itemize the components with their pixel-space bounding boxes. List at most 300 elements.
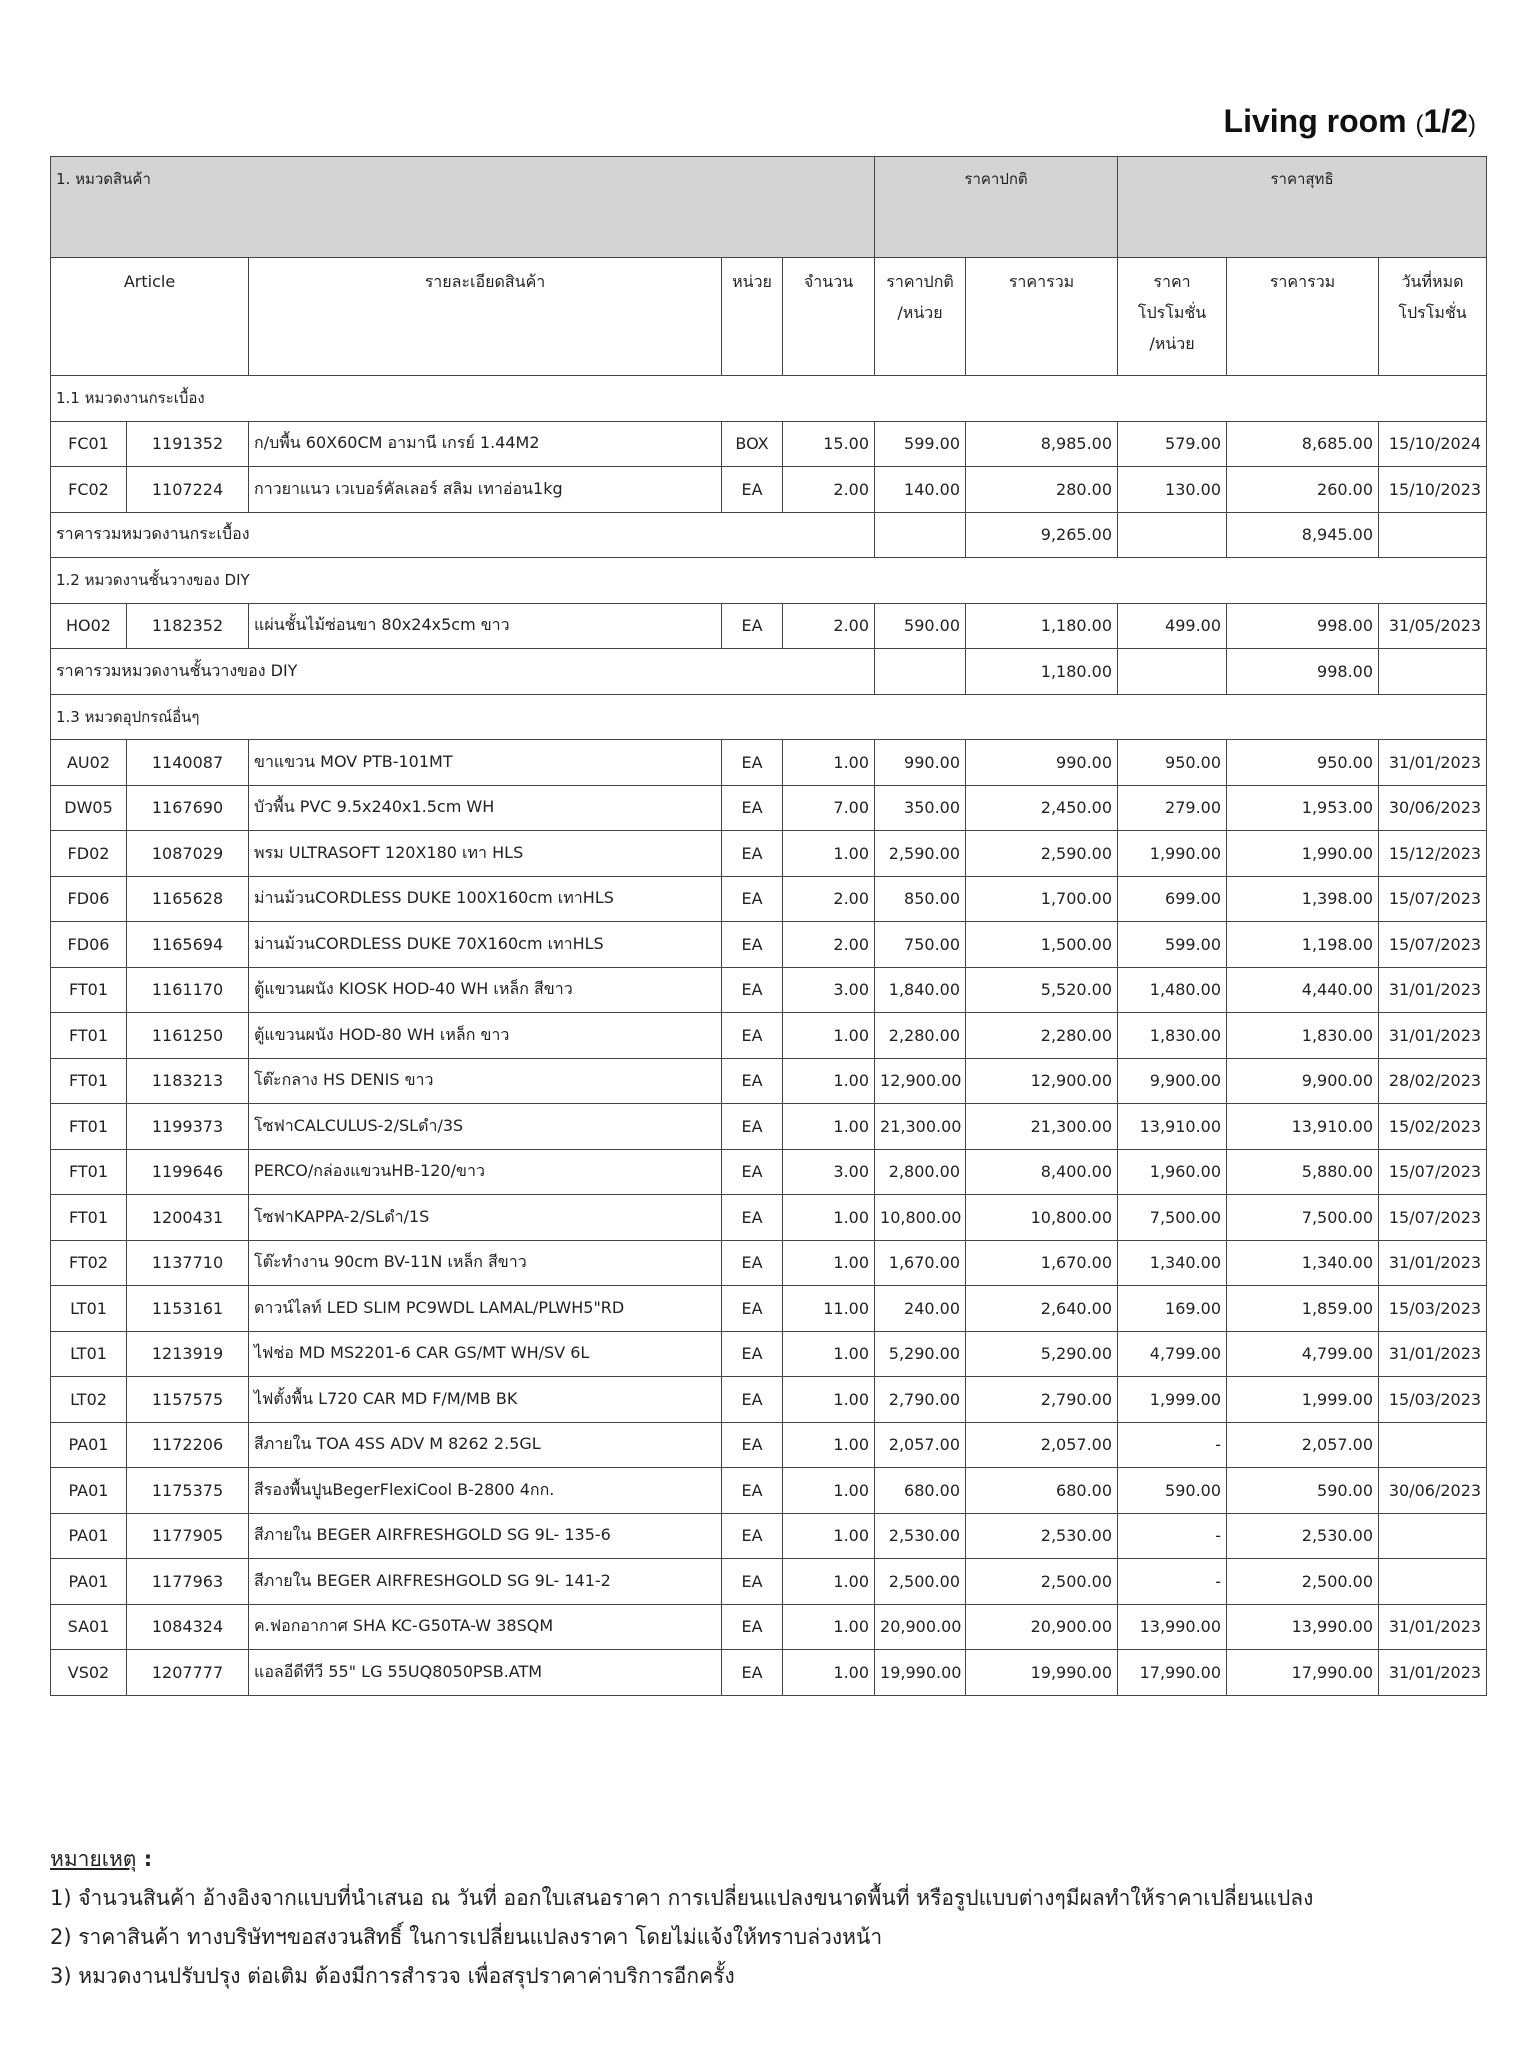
promo-total-cell: 260.00	[1227, 467, 1379, 513]
table-row	[51, 1513, 1487, 1559]
article-number-cell: 1087029	[127, 831, 249, 877]
col-unit-price: ราคาปกติ /หน่วย	[875, 258, 966, 376]
promo-end-cell	[1379, 1422, 1487, 1468]
total-cell: 2,790.00	[966, 1377, 1118, 1423]
col-total: ราคารวม	[966, 258, 1118, 376]
article-code-cell: AU02	[51, 740, 127, 786]
promo-price-cell: 590.00	[1118, 1468, 1227, 1514]
promo-price-cell: 1,960.00	[1118, 1149, 1227, 1195]
page-number: 1/2	[1423, 103, 1468, 139]
article-code-cell: VS02	[51, 1650, 127, 1696]
subtotal-net: 8,945.00	[1227, 512, 1379, 558]
promo-price-cell: 7,500.00	[1118, 1195, 1227, 1241]
table-row	[51, 1604, 1487, 1650]
unit-price-cell: 2,800.00	[875, 1149, 966, 1195]
promo-price-cell: 169.00	[1118, 1286, 1227, 1332]
unit-price-cell: 990.00	[875, 740, 966, 786]
article-code-cell: PA01	[51, 1513, 127, 1559]
description-cell: ขาแขวน MOV PTB-101MT	[249, 740, 722, 786]
article-code-cell: FC02	[51, 467, 127, 513]
promo-end-cell: 15/03/2023	[1379, 1286, 1487, 1332]
section-title: 1.1 หมวดงานกระเบื้อง	[51, 376, 1487, 422]
promo-total-cell: 1,340.00	[1227, 1240, 1379, 1286]
promo-price-cell: 699.00	[1118, 876, 1227, 922]
qty-cell: 1.00	[783, 1013, 875, 1059]
table-row	[51, 876, 1487, 922]
promo-total-cell: 4,440.00	[1227, 967, 1379, 1013]
description-cell: ไฟช่อ MD MS2201-6 CAR GS/MT WH/SV 6L	[249, 1331, 722, 1377]
unit-cell: EA	[722, 831, 783, 877]
description-cell: ไฟตั้งพื้น L720 CAR MD F/M/MB BK	[249, 1377, 722, 1423]
unit-price-cell: 21,300.00	[875, 1104, 966, 1150]
unit-cell: EA	[722, 603, 783, 649]
promo-end-cell: 15/07/2023	[1379, 922, 1487, 968]
total-cell: 2,280.00	[966, 1013, 1118, 1059]
description-cell: โซฟาCALCULUS-2/SLดำ/3S	[249, 1104, 722, 1150]
qty-cell: 1.00	[783, 1650, 875, 1696]
description-cell: โต๊ะกลาง HS DENIS ขาว	[249, 1058, 722, 1104]
promo-price-cell: -	[1118, 1422, 1227, 1468]
total-cell: 1,670.00	[966, 1240, 1118, 1286]
unit-cell: EA	[722, 1058, 783, 1104]
promo-total-cell: 998.00	[1227, 603, 1379, 649]
col-promo-total: ราคารวม	[1227, 258, 1379, 376]
qty-cell: 3.00	[783, 967, 875, 1013]
unit-price-cell: 2,500.00	[875, 1559, 966, 1605]
total-cell: 990.00	[966, 740, 1118, 786]
unit-price-cell: 240.00	[875, 1286, 966, 1332]
quotation-table	[50, 156, 1487, 1696]
note-line: 1) จำนวนสินค้า อ้างอิงจากแบบที่นำเสนอ ณ วันที่ ออกใบเสนอราคา การเปลี่ยนแปลงขนาดพื้นที่ หรือรูปแบบต่างๆมีผลทำให้ราคาเปลี่ยนแปลง	[50, 1886, 1314, 1910]
unit-cell: EA	[722, 1195, 783, 1241]
article-number-cell: 1137710	[127, 1240, 249, 1286]
unit-cell: EA	[722, 876, 783, 922]
subtotal-spacer	[875, 649, 966, 695]
description-cell: ก/บพื้น 60X60CM อามานี เกรย์ 1.44M2	[249, 421, 722, 467]
promo-price-cell: 579.00	[1118, 421, 1227, 467]
article-number-cell: 1177963	[127, 1559, 249, 1605]
col-promo-price: ราคา โปรโมชั่น /หน่วย	[1118, 258, 1227, 376]
article-number-cell: 1199646	[127, 1149, 249, 1195]
promo-end-cell: 31/01/2023	[1379, 1240, 1487, 1286]
article-code-cell: FC01	[51, 421, 127, 467]
article-number-cell: 1157575	[127, 1377, 249, 1423]
table-row	[51, 1650, 1487, 1696]
article-number-cell: 1200431	[127, 1195, 249, 1241]
promo-end-cell: 31/05/2023	[1379, 603, 1487, 649]
unit-cell: EA	[722, 967, 783, 1013]
promo-total-cell: 2,057.00	[1227, 1422, 1379, 1468]
article-number-cell: 1199373	[127, 1104, 249, 1150]
promo-price-cell: 499.00	[1118, 603, 1227, 649]
qty-cell: 1.00	[783, 831, 875, 877]
subtotal-spacer	[1118, 649, 1227, 695]
total-cell: 2,640.00	[966, 1286, 1118, 1332]
promo-total-cell: 9,900.00	[1227, 1058, 1379, 1104]
table-row	[51, 1013, 1487, 1059]
unit-price-cell: 10,800.00	[875, 1195, 966, 1241]
net-price-group-header: ราคาสุทธิ	[1118, 157, 1487, 258]
table-row	[51, 967, 1487, 1013]
promo-price-cell: 13,910.00	[1118, 1104, 1227, 1150]
article-number-cell: 1107224	[127, 467, 249, 513]
table-row	[51, 831, 1487, 877]
promo-price-cell: 599.00	[1118, 922, 1227, 968]
description-cell: ตู้แขวนผนัง KIOSK HOD-40 WH เหล็ก สีขาว	[249, 967, 722, 1013]
promo-end-cell: 15/07/2023	[1379, 876, 1487, 922]
article-code-cell: FT01	[51, 1013, 127, 1059]
unit-cell: EA	[722, 1104, 783, 1150]
promo-total-cell: 17,990.00	[1227, 1650, 1379, 1696]
qty-cell: 3.00	[783, 1149, 875, 1195]
promo-end-cell: 31/01/2023	[1379, 740, 1487, 786]
section-title: 1.3 หมวดอุปกรณ์อื่นๆ	[51, 694, 1487, 740]
promo-total-cell: 13,910.00	[1227, 1104, 1379, 1150]
total-cell: 2,500.00	[966, 1559, 1118, 1605]
subtotal-spacer	[1379, 512, 1487, 558]
qty-cell: 1.00	[783, 1604, 875, 1650]
subtotal-row	[51, 512, 1487, 558]
description-cell: โซฟาKAPPA-2/SLดำ/1S	[249, 1195, 722, 1241]
article-number-cell: 1191352	[127, 421, 249, 467]
unit-price-cell: 1,840.00	[875, 967, 966, 1013]
unit-cell: EA	[722, 467, 783, 513]
qty-cell: 11.00	[783, 1286, 875, 1332]
unit-price-cell: 750.00	[875, 922, 966, 968]
promo-end-cell: 31/01/2023	[1379, 967, 1487, 1013]
promo-price-cell: 4,799.00	[1118, 1331, 1227, 1377]
category-label: 1. หมวดสินค้า	[51, 157, 875, 258]
promo-price-cell: 130.00	[1118, 467, 1227, 513]
qty-cell: 1.00	[783, 1559, 875, 1605]
total-cell: 19,990.00	[966, 1650, 1118, 1696]
table-row	[51, 467, 1487, 513]
promo-price-cell: 1,999.00	[1118, 1377, 1227, 1423]
promo-end-cell: 15/10/2024	[1379, 421, 1487, 467]
promo-end-cell	[1379, 1513, 1487, 1559]
article-number-cell: 1165628	[127, 876, 249, 922]
promo-price-cell: 1,990.00	[1118, 831, 1227, 877]
subtotal-spacer	[1118, 512, 1227, 558]
promo-end-cell: 31/01/2023	[1379, 1604, 1487, 1650]
table-row	[51, 1286, 1487, 1332]
description-cell: PERCO/กล่องแขวนHB-120/ขาว	[249, 1149, 722, 1195]
description-cell: สีภายใน TOA 4SS ADV M 8262 2.5GL	[249, 1422, 722, 1468]
promo-price-cell: 950.00	[1118, 740, 1227, 786]
promo-total-cell: 590.00	[1227, 1468, 1379, 1514]
table-row	[51, 1468, 1487, 1514]
total-cell: 2,057.00	[966, 1422, 1118, 1468]
page-title: Living room (1/2)	[1223, 103, 1476, 139]
description-cell: โต๊ะทำงาน 90cm BV-11N เหล็ก สีขาว	[249, 1240, 722, 1286]
description-cell: พรม ULTRASOFT 120X180 เทา HLS	[249, 831, 722, 877]
promo-end-cell	[1379, 1559, 1487, 1605]
promo-total-cell: 8,685.00	[1227, 421, 1379, 467]
total-cell: 10,800.00	[966, 1195, 1118, 1241]
total-cell: 2,450.00	[966, 785, 1118, 831]
promo-total-cell: 1,953.00	[1227, 785, 1379, 831]
article-code-cell: FT02	[51, 1240, 127, 1286]
promo-total-cell: 13,990.00	[1227, 1604, 1379, 1650]
article-number-cell: 1084324	[127, 1604, 249, 1650]
article-code-cell: FT01	[51, 1149, 127, 1195]
article-code-cell: FT01	[51, 1195, 127, 1241]
unit-cell: EA	[722, 1422, 783, 1468]
article-number-cell: 1165694	[127, 922, 249, 968]
unit-cell: EA	[722, 1468, 783, 1514]
subtotal-label: ราคารวมหมวดงานชั้นวางของ DIY	[51, 649, 875, 695]
qty-cell: 15.00	[783, 421, 875, 467]
promo-price-cell: 1,480.00	[1118, 967, 1227, 1013]
unit-price-cell: 5,290.00	[875, 1331, 966, 1377]
total-cell: 20,900.00	[966, 1604, 1118, 1650]
subtotal-row	[51, 649, 1487, 695]
promo-total-cell: 1,198.00	[1227, 922, 1379, 968]
total-cell: 680.00	[966, 1468, 1118, 1514]
table-row	[51, 1377, 1487, 1423]
qty-cell: 1.00	[783, 1377, 875, 1423]
promo-total-cell: 1,398.00	[1227, 876, 1379, 922]
qty-cell: 2.00	[783, 467, 875, 513]
promo-end-cell: 31/01/2023	[1379, 1013, 1487, 1059]
total-cell: 12,900.00	[966, 1058, 1118, 1104]
promo-end-cell: 30/06/2023	[1379, 785, 1487, 831]
promo-end-cell: 15/07/2023	[1379, 1149, 1487, 1195]
qty-cell: 1.00	[783, 1240, 875, 1286]
description-cell: แผ่นชั้นไม้ซ่อนขา 80x24x5cm ขาว	[249, 603, 722, 649]
article-code-cell: PA01	[51, 1468, 127, 1514]
unit-cell: EA	[722, 1331, 783, 1377]
promo-price-cell: 9,900.00	[1118, 1058, 1227, 1104]
total-cell: 2,530.00	[966, 1513, 1118, 1559]
qty-cell: 1.00	[783, 740, 875, 786]
promo-end-cell: 15/10/2023	[1379, 467, 1487, 513]
promo-total-cell: 1,830.00	[1227, 1013, 1379, 1059]
table-row	[51, 603, 1487, 649]
table-row	[51, 1331, 1487, 1377]
qty-cell: 1.00	[783, 1195, 875, 1241]
unit-price-cell: 140.00	[875, 467, 966, 513]
unit-cell: EA	[722, 1286, 783, 1332]
total-cell: 1,180.00	[966, 603, 1118, 649]
col-unit: หน่วย	[722, 258, 783, 376]
subtotal-net: 998.00	[1227, 649, 1379, 695]
table-row	[51, 1104, 1487, 1150]
promo-total-cell: 5,880.00	[1227, 1149, 1379, 1195]
unit-cell: EA	[722, 1149, 783, 1195]
promo-end-cell: 30/06/2023	[1379, 1468, 1487, 1514]
article-code-cell: DW05	[51, 785, 127, 831]
promo-end-cell: 15/12/2023	[1379, 831, 1487, 877]
total-cell: 8,985.00	[966, 421, 1118, 467]
article-code-cell: FD02	[51, 831, 127, 877]
promo-total-cell: 2,500.00	[1227, 1559, 1379, 1605]
article-number-cell: 1177905	[127, 1513, 249, 1559]
article-code-cell: PA01	[51, 1422, 127, 1468]
col-description: รายละเอียดสินค้า	[249, 258, 722, 376]
article-number-cell: 1175375	[127, 1468, 249, 1514]
subtotal-label: ราคารวมหมวดงานกระเบื้อง	[51, 512, 875, 558]
article-number-cell: 1213919	[127, 1331, 249, 1377]
qty-cell: 1.00	[783, 1058, 875, 1104]
section-title-row	[51, 694, 1487, 740]
promo-price-cell: -	[1118, 1559, 1227, 1605]
unit-price-cell: 20,900.00	[875, 1604, 966, 1650]
article-code-cell: PA01	[51, 1559, 127, 1605]
promo-price-cell: 1,830.00	[1118, 1013, 1227, 1059]
total-cell: 21,300.00	[966, 1104, 1118, 1150]
article-number-cell: 1167690	[127, 785, 249, 831]
total-cell: 8,400.00	[966, 1149, 1118, 1195]
table-row	[51, 922, 1487, 968]
unit-cell: EA	[722, 1513, 783, 1559]
description-cell: บัวพื้น PVC 9.5x240x1.5cm WH	[249, 785, 722, 831]
table-row	[51, 1058, 1487, 1104]
article-number-cell: 1161170	[127, 967, 249, 1013]
unit-cell: EA	[722, 785, 783, 831]
article-number-cell: 1153161	[127, 1286, 249, 1332]
article-code-cell: FD06	[51, 876, 127, 922]
article-code-cell: FT01	[51, 1104, 127, 1150]
subtotal-normal: 1,180.00	[966, 649, 1118, 695]
promo-price-cell: 279.00	[1118, 785, 1227, 831]
unit-price-cell: 2,280.00	[875, 1013, 966, 1059]
qty-cell: 1.00	[783, 1104, 875, 1150]
qty-cell: 2.00	[783, 876, 875, 922]
normal-price-group-header: ราคาปกติ	[875, 157, 1118, 258]
promo-end-cell: 15/02/2023	[1379, 1104, 1487, 1150]
notes-section	[50, 1840, 1490, 1996]
note-line: 2) ราคาสินค้า ทางบริษัทฯขอสงวนสิทธิ์ ในการเปลี่ยนแปลงราคา โดยไม่แจ้งให้ทราบล่วงหน้า	[50, 1925, 883, 1949]
unit-price-cell: 850.00	[875, 876, 966, 922]
promo-total-cell: 950.00	[1227, 740, 1379, 786]
description-cell: ดาวน์ไลท์ LED SLIM PC9WDL LAMAL/PLWH5"RD	[249, 1286, 722, 1332]
promo-total-cell: 4,799.00	[1227, 1331, 1379, 1377]
unit-cell: BOX	[722, 421, 783, 467]
table-row	[51, 785, 1487, 831]
description-cell: สีภายใน BEGER AIRFRESHGOLD SG 9L- 141-2	[249, 1559, 722, 1605]
description-cell: ม่านม้วนCORDLESS DUKE 100X160cm เทาHLS	[249, 876, 722, 922]
qty-cell: 1.00	[783, 1422, 875, 1468]
total-cell: 1,700.00	[966, 876, 1118, 922]
total-cell: 5,290.00	[966, 1331, 1118, 1377]
table-row	[51, 1240, 1487, 1286]
unit-cell: EA	[722, 1559, 783, 1605]
article-code-cell: LT01	[51, 1286, 127, 1332]
description-cell: ตู้แขวนผนัง HOD-80 WH เหล็ก ขาว	[249, 1013, 722, 1059]
unit-price-cell: 680.00	[875, 1468, 966, 1514]
promo-total-cell: 7,500.00	[1227, 1195, 1379, 1241]
article-code-cell: FT01	[51, 1058, 127, 1104]
unit-price-cell: 590.00	[875, 603, 966, 649]
unit-price-cell: 2,057.00	[875, 1422, 966, 1468]
total-cell: 2,590.00	[966, 831, 1118, 877]
promo-end-cell: 15/03/2023	[1379, 1377, 1487, 1423]
promo-total-cell: 1,999.00	[1227, 1377, 1379, 1423]
unit-price-cell: 350.00	[875, 785, 966, 831]
section-title: 1.2 หมวดงานชั้นวางของ DIY	[51, 558, 1487, 604]
table-row	[51, 1559, 1487, 1605]
table-row	[51, 740, 1487, 786]
col-promo-end: วันที่หมด โปรโมชั่น	[1379, 258, 1487, 376]
article-code-cell: FT01	[51, 967, 127, 1013]
category-header-row	[51, 157, 1487, 258]
article-code-cell: LT01	[51, 1331, 127, 1377]
promo-total-cell: 2,530.00	[1227, 1513, 1379, 1559]
subtotal-spacer	[875, 512, 966, 558]
promo-price-cell: -	[1118, 1513, 1227, 1559]
note-line: 3) หมวดงานปรับปรุง ต่อเติม ต้องมีการสำรวจ เพื่อสรุปราคาค่าบริการอีกครั้ง	[50, 1964, 735, 1988]
section-title-row	[51, 558, 1487, 604]
unit-cell: EA	[722, 1013, 783, 1059]
article-code-cell: HO02	[51, 603, 127, 649]
unit-cell: EA	[722, 1377, 783, 1423]
article-code-cell: FD06	[51, 922, 127, 968]
col-article: Article	[51, 258, 249, 376]
promo-price-cell: 13,990.00	[1118, 1604, 1227, 1650]
promo-end-cell: 15/07/2023	[1379, 1195, 1487, 1241]
unit-cell: EA	[722, 1650, 783, 1696]
total-cell: 5,520.00	[966, 967, 1118, 1013]
description-cell: สีรองพื้นปูนBegerFlexiCool B-2800 4กก.	[249, 1468, 722, 1514]
column-header-row	[51, 258, 1487, 376]
unit-cell: EA	[722, 922, 783, 968]
qty-cell: 1.00	[783, 1513, 875, 1559]
table-row	[51, 421, 1487, 467]
description-cell: ม่านม้วนCORDLESS DUKE 70X160cm เทาHLS	[249, 922, 722, 968]
col-qty: จำนวน	[783, 258, 875, 376]
article-number-cell: 1183213	[127, 1058, 249, 1104]
unit-price-cell: 12,900.00	[875, 1058, 966, 1104]
total-cell: 1,500.00	[966, 922, 1118, 968]
article-number-cell: 1172206	[127, 1422, 249, 1468]
description-cell: สีภายใน BEGER AIRFRESHGOLD SG 9L- 135-6	[249, 1513, 722, 1559]
article-number-cell: 1140087	[127, 740, 249, 786]
description-cell: กาวยาแนว เวเบอร์คัลเลอร์ สลิม เทาอ่อน1kg	[249, 467, 722, 513]
promo-end-cell: 31/01/2023	[1379, 1650, 1487, 1696]
article-code-cell: SA01	[51, 1604, 127, 1650]
description-cell: แอลอีดีทีวี 55" LG 55UQ8050PSB.ATM	[249, 1650, 722, 1696]
unit-price-cell: 19,990.00	[875, 1650, 966, 1696]
promo-end-cell: 31/01/2023	[1379, 1331, 1487, 1377]
promo-total-cell: 1,990.00	[1227, 831, 1379, 877]
qty-cell: 1.00	[783, 1331, 875, 1377]
unit-cell: EA	[722, 1604, 783, 1650]
subtotal-normal: 9,265.00	[966, 512, 1118, 558]
unit-price-cell: 1,670.00	[875, 1240, 966, 1286]
qty-cell: 2.00	[783, 922, 875, 968]
unit-price-cell: 2,590.00	[875, 831, 966, 877]
description-cell: ค.ฟอกอากาศ SHA KC-G50TA-W 38SQM	[249, 1604, 722, 1650]
table-row	[51, 1149, 1487, 1195]
article-number-cell: 1161250	[127, 1013, 249, 1059]
unit-price-cell: 2,530.00	[875, 1513, 966, 1559]
qty-cell: 1.00	[783, 1468, 875, 1514]
total-cell: 280.00	[966, 467, 1118, 513]
qty-cell: 7.00	[783, 785, 875, 831]
table-row	[51, 1195, 1487, 1241]
subtotal-spacer	[1379, 649, 1487, 695]
notes-heading: หมายเหตุ :	[50, 1847, 153, 1871]
promo-price-cell: 17,990.00	[1118, 1650, 1227, 1696]
table-row	[51, 1422, 1487, 1468]
unit-cell: EA	[722, 740, 783, 786]
unit-price-cell: 599.00	[875, 421, 966, 467]
promo-price-cell: 1,340.00	[1118, 1240, 1227, 1286]
qty-cell: 2.00	[783, 603, 875, 649]
section-title-row	[51, 376, 1487, 422]
article-number-cell: 1182352	[127, 603, 249, 649]
